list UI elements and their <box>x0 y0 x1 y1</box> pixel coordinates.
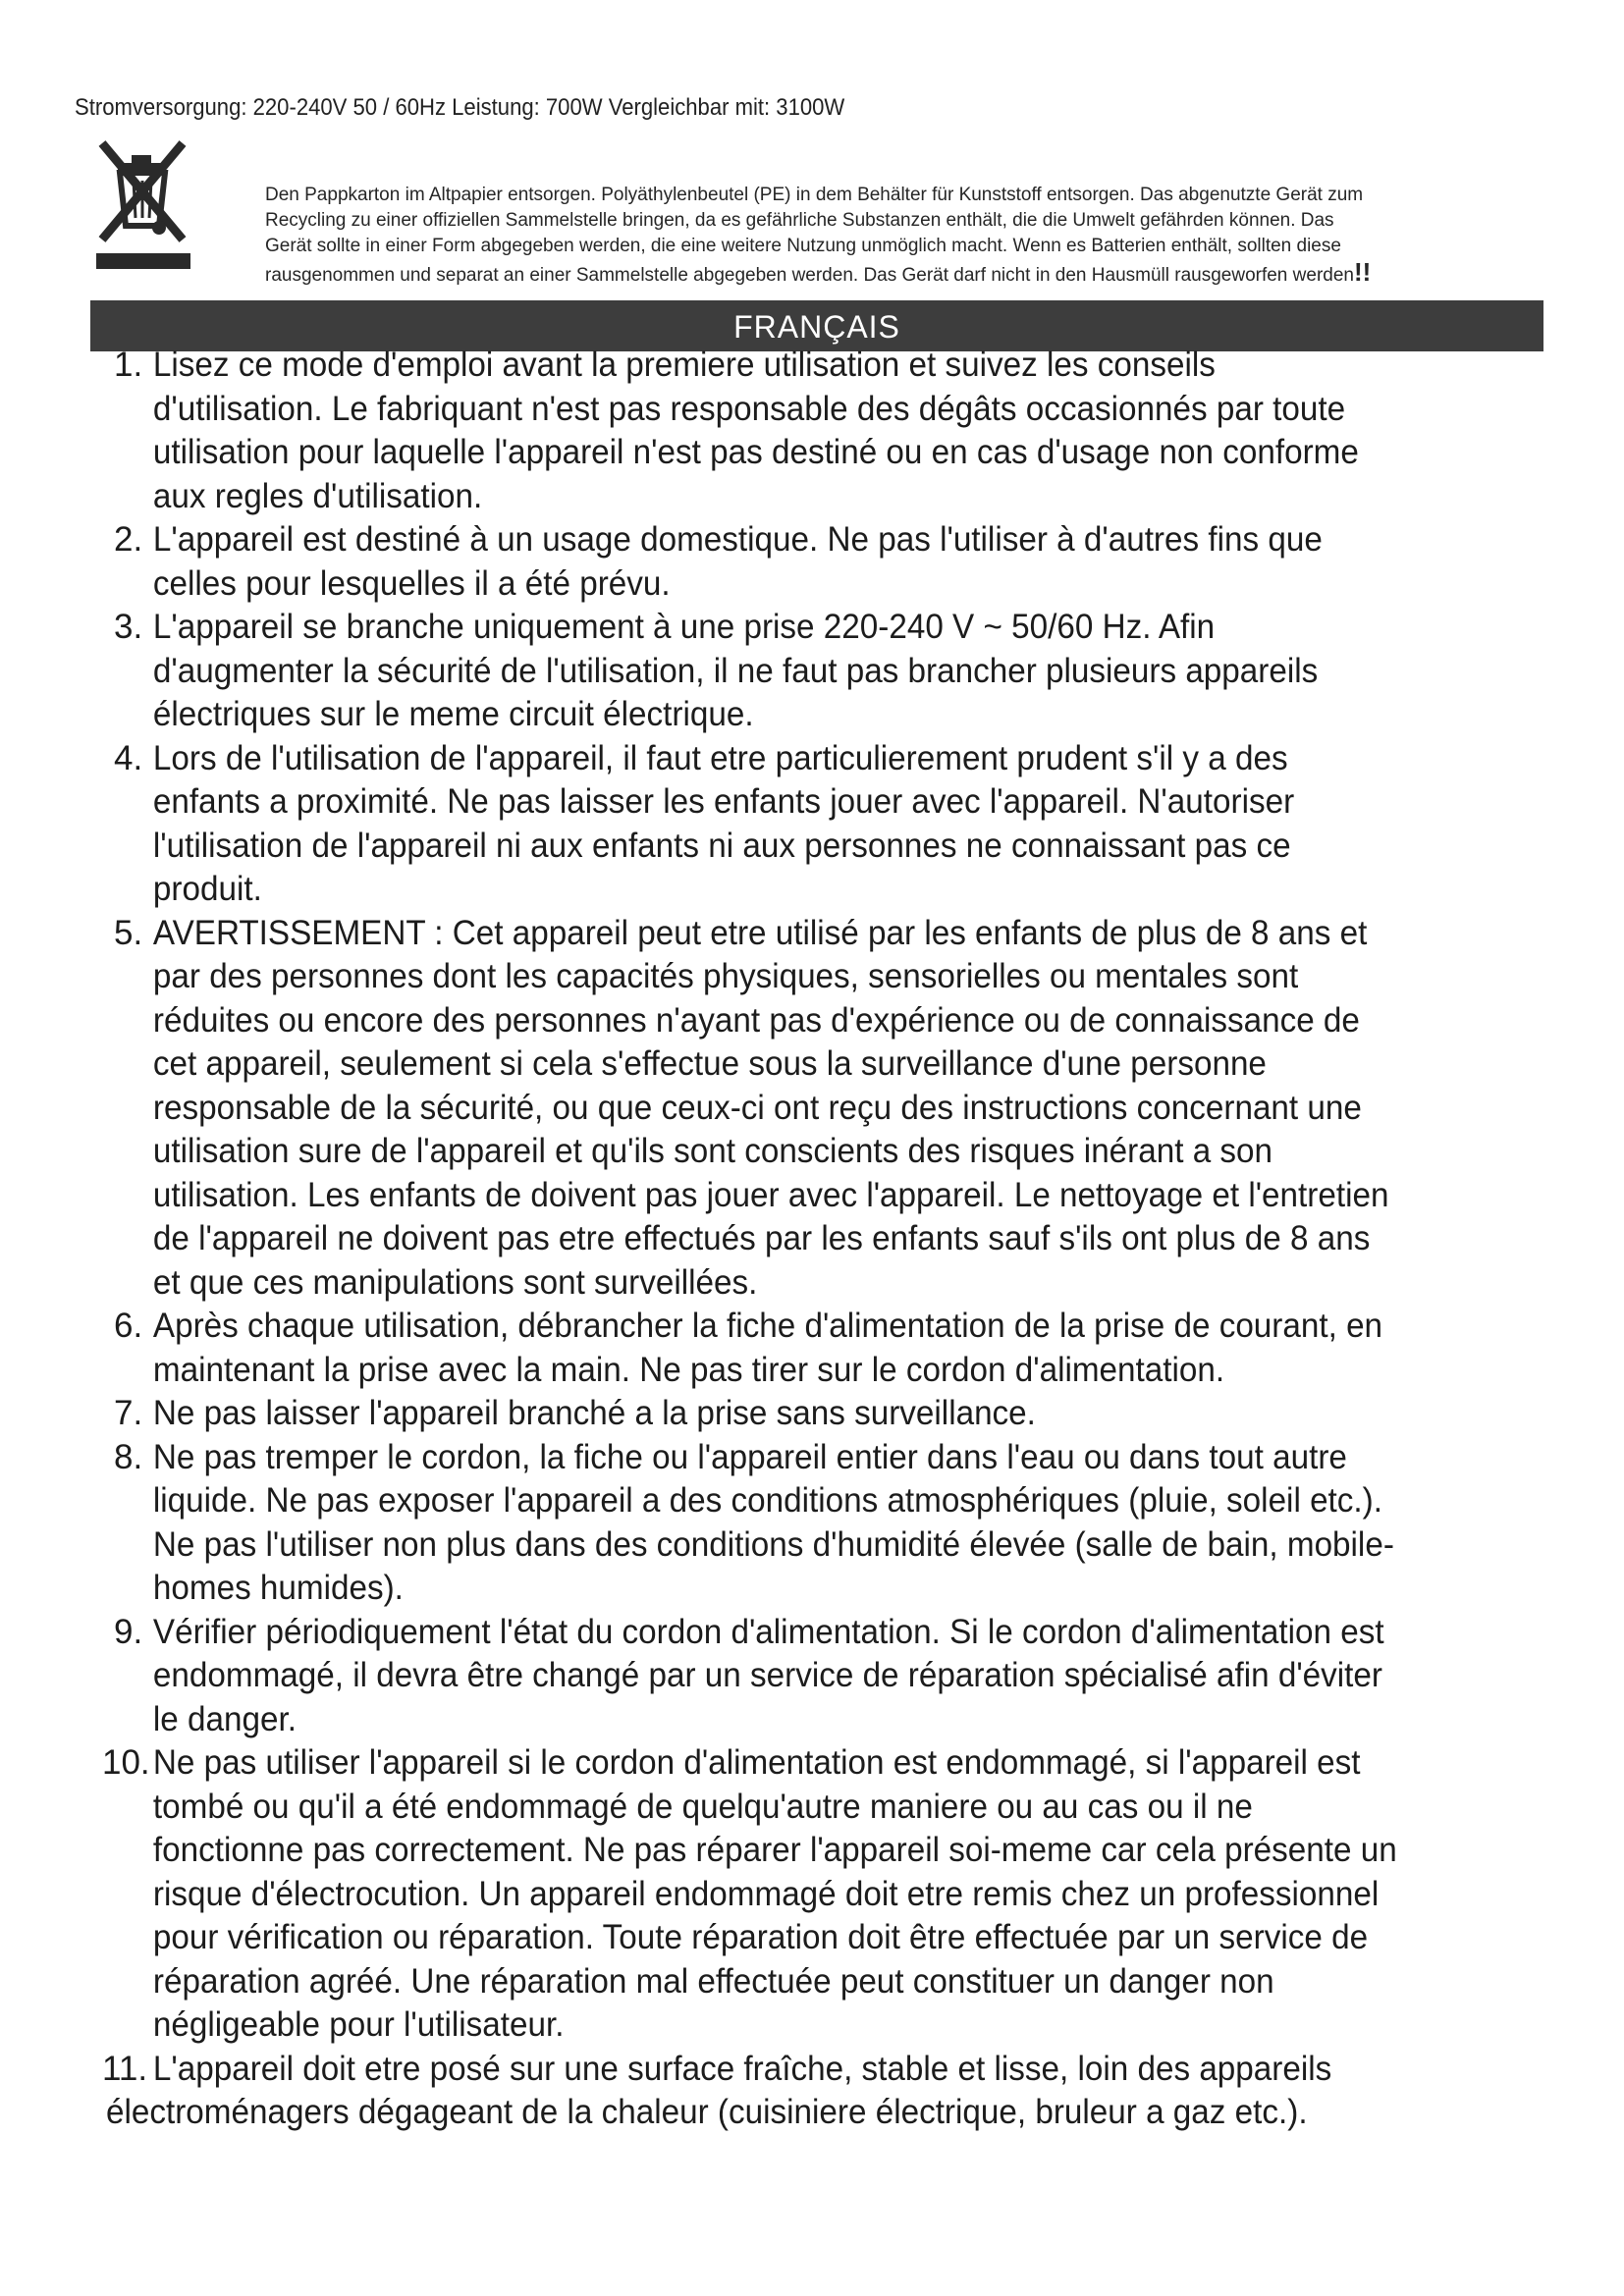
list-item <box>114 737 1547 912</box>
item-line: l'utilisation de l'appareil ni aux enfants ni aux personnes ne connaissant pas ce <box>152 826 1291 865</box>
item-line: Ne pas utiliser l'appareil si le cordon d'alimentation est endommagé, si l'appareil est <box>152 1743 1361 1782</box>
disposal-line: Recycling zu einer offiziellen Sammelstelle bringen, da es gefährliche Substanzen enthält, die die Umwelt gefährden können. Das <box>265 210 1334 231</box>
list-item <box>102 1741 1547 2048</box>
item-line: d'utilisation. Le fabriquant n'est pas responsable des dégâts occasionnés par toute <box>152 389 1346 428</box>
disposal-emphasis: !! <box>1353 257 1372 287</box>
item-number: 11. <box>102 2049 148 2088</box>
item-line: L'appareil se branche uniquement à une prise 220-240 V ~ 50/60 Hz. Afin <box>152 608 1216 646</box>
item-line: d'augmenter la sécurité de l'utilisation, il ne faut pas brancher plusieurs appareils <box>152 651 1319 690</box>
crossed-out-wheelie-bin-icon <box>96 137 190 275</box>
item-line: utilisation. Les enfants de doivent pas jouer avec l'appareil. Le nettoyage et l'entretien <box>152 1175 1389 1214</box>
item-line: Vérifier périodiquement l'état du cordon d'alimentation. Si le cordon d'alimentation est <box>152 1612 1384 1651</box>
list-item <box>114 1436 1547 1611</box>
item-number: 1. <box>114 346 143 384</box>
item-line: liquide. Ne pas exposer l'appareil a des conditions atmosphériques (pluie, soleil etc.). <box>152 1481 1382 1520</box>
disposal-line: Den Pappkarton im Altpapier entsorgen. Polyäthylenbeutel (PE) in dem Behälter für Kunststoff entsorgen. Das abgenutzte Gerät zum <box>265 185 1364 205</box>
list-item <box>102 2048 1547 2135</box>
item-line: endommagé, il devra être changé par un service de réparation spécialisé afin d'éviter <box>152 1656 1382 1694</box>
item-number: 8. <box>114 1437 143 1476</box>
item-line: Ne pas tremper le cordon, la fiche ou l'appareil entier dans l'eau ou dans tout autre <box>152 1437 1347 1476</box>
item-number: 9. <box>114 1612 143 1651</box>
item-line: de l'appareil ne doivent pas etre effectués par les enfants sauf s'ils ont plus de 8 ans <box>152 1219 1371 1257</box>
item-line: par des personnes dont les capacités physiques, sensorielles ou mentales sont <box>152 957 1299 995</box>
item-line: cet appareil, seulement si cela s'effectue sous la surveillance d'une personne <box>152 1044 1267 1083</box>
disposal-line: Gerät sollte in einer Form abgegeben werden, die eine weitere Nutzung unmöglich macht. Wenn es Batterien enthält, sollten diese <box>265 236 1341 256</box>
item-line: Lisez ce mode d'emploi avant la premiere utilisation et suivez les conseils <box>152 346 1216 384</box>
item-line: L'appareil doit etre posé sur une surface fraîche, stable et lisse, loin des appareils <box>152 2049 1332 2088</box>
item-line: risque d'électrocution. Un appareil endommagé doit etre remis chez un professionnel <box>152 1874 1380 1913</box>
item-line: Après chaque utilisation, débrancher la fiche d'alimentation de la prise de courant, en <box>152 1307 1383 1345</box>
item-line: utilisation pour laquelle l'appareil n'est pas destiné ou en cas d'usage non conforme <box>152 433 1359 471</box>
list-item <box>114 1392 1547 1436</box>
item-line: produit. <box>152 870 262 908</box>
list-item <box>114 518 1547 606</box>
item-line: utilisation sure de l'appareil et qu'ils sont conscients des risques inérant a son <box>152 1132 1273 1170</box>
item-line: AVERTISSEMENT : Cet appareil peut etre utilisé par les enfants de plus de 8 ans et <box>152 913 1368 952</box>
item-line: L'appareil est destiné à un usage domestique. Ne pas l'utiliser à d'autres fins que <box>152 520 1323 559</box>
item-number: 4. <box>114 738 143 777</box>
list-item <box>114 1305 1547 1392</box>
item-line: fonctionne pas correctement. Ne pas réparer l'appareil soi-meme car cela présente un <box>152 1831 1397 1869</box>
item-line: Ne pas l'utiliser non plus dans des conditions d'humidité élevée (salle de bain, mobile- <box>152 1524 1394 1564</box>
item-line: réparation agréé. Une réparation mal effectuée peut constituer un danger non <box>152 1961 1274 2001</box>
item-line: et que ces manipulations sont surveillées. <box>152 1262 758 1302</box>
list-item <box>114 344 1547 518</box>
item-line: Lors de l'utilisation de l'appareil, il faut etre particulierement prudent s'il y a des <box>152 738 1288 777</box>
disposal-notice <box>265 183 1542 289</box>
item-line: aux regles d'utilisation. <box>152 476 483 515</box>
disposal-line-text: rausgenommen und separat an einer Sammelstelle abgegeben werden. Das Gerät darf nicht in den Hausmüll rausgeworfen werden <box>265 265 1354 286</box>
item-line: enfants a proximité. Ne pas laisser les enfants jouer avec l'appareil. N'autoriser <box>152 782 1295 821</box>
item-line: réduites ou encore des personnes n'ayant pas d'expérience ou de connaissance de <box>152 1000 1360 1040</box>
item-line: tombé ou qu'il a été endommagé de quelqu'autre maniere ou au cas ou il ne <box>152 1787 1253 1826</box>
item-number: 5. <box>114 913 143 952</box>
item-number: 3. <box>114 608 143 646</box>
item-line: électroménagers dégageant de la chaleur (cuisiniere électrique, bruleur a gaz etc.). <box>106 2093 1308 2131</box>
item-line: celles pour lesquelles il a été prévu. <box>152 563 671 603</box>
item-number: 7. <box>114 1394 143 1432</box>
item-line: maintenant la prise avec la main. Ne pas tirer sur le cordon d'alimentation. <box>152 1350 1225 1389</box>
safety-instructions-list <box>102 344 1547 2135</box>
item-line: négligeable pour l'utilisateur. <box>152 2005 565 2044</box>
item-line: pour vérification ou réparation. Toute réparation doit être effectuée par un service de <box>152 1918 1369 1956</box>
item-line: Ne pas laisser l'appareil branché a la prise sans surveillance. <box>152 1394 1036 1432</box>
language-header-bar: FRANÇAIS <box>90 300 1543 351</box>
list-item <box>114 1611 1547 1742</box>
item-line: électriques sur le meme circuit électrique. <box>152 695 754 733</box>
list-item <box>114 606 1547 737</box>
power-specs-line: Stromversorgung: 220-240V 50 / 60Hz Leistung: 700W Vergleichbar mit: 3100W <box>75 94 845 121</box>
item-line: responsable de la sécurité, ou que ceux-ci ont reçu des instructions concernant une <box>152 1088 1362 1127</box>
disposal-line <box>265 259 1542 289</box>
item-number: 6. <box>114 1307 143 1345</box>
item-number: 10. <box>102 1743 150 1782</box>
list-item <box>114 912 1547 1306</box>
item-line: le danger. <box>152 1699 297 1738</box>
item-number: 2. <box>114 520 143 559</box>
item-line: homes humides). <box>152 1569 404 1607</box>
